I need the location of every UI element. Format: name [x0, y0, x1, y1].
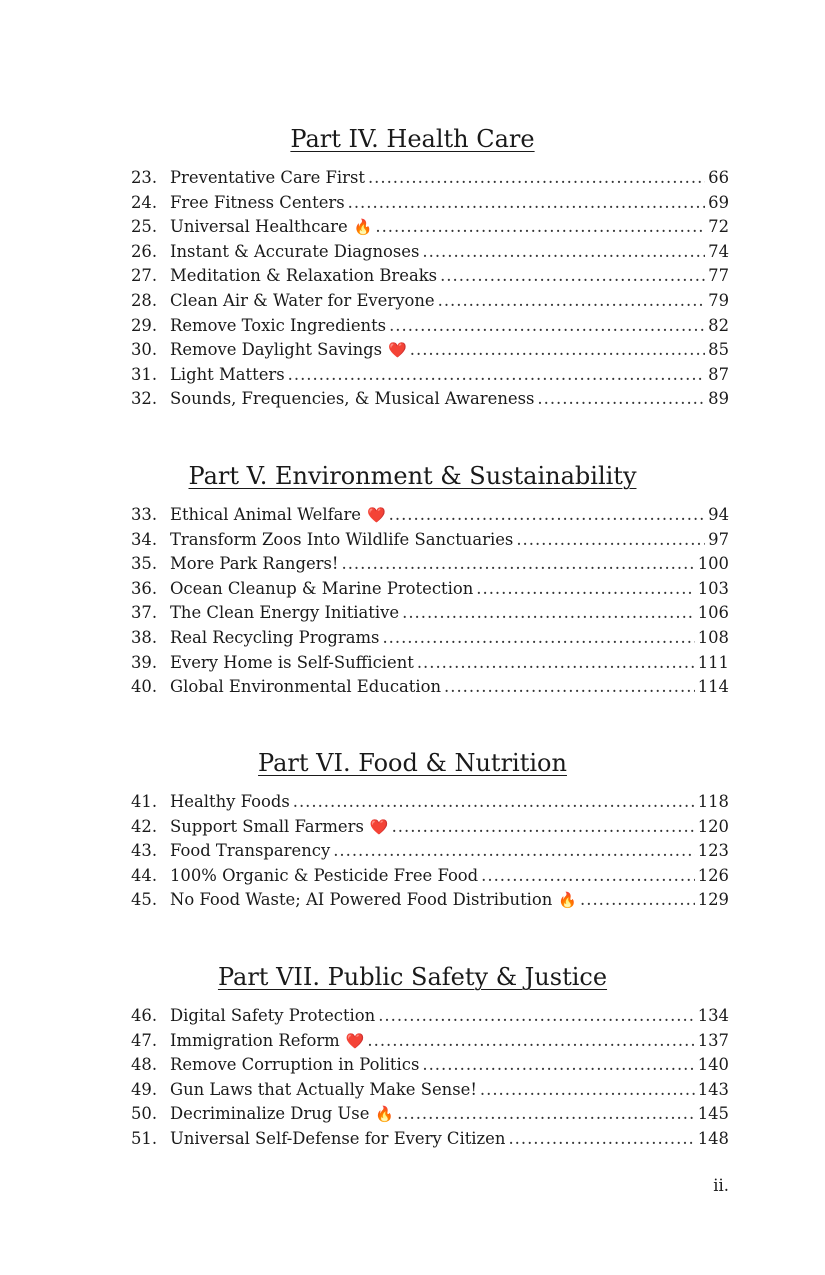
entry-page-number: 118 [697, 792, 729, 811]
entry-line [170, 677, 729, 696]
section-title[interactable]: Part V. Environment & Sustainability [188, 462, 637, 490]
dot-leader [368, 168, 705, 187]
entry-line [170, 841, 729, 860]
toc-entry[interactable] [0, 1104, 825, 1129]
entry-page-number: 106 [697, 603, 729, 623]
entry-number: 23. [131, 168, 158, 187]
entry-title[interactable]: More Park Rangers! [170, 554, 339, 574]
entry-title[interactable]: 100% Organic & Pesticide Free Food [170, 865, 479, 885]
section-title[interactable]: Part VII. Public Safety & Justice [217, 963, 608, 991]
entry-title[interactable]: Decriminalize Drug Use [170, 1104, 370, 1124]
dot-leader [389, 505, 705, 524]
entry-title[interactable]: Ocean Cleanup & Marine Protection [170, 578, 474, 598]
toc-entry[interactable] [0, 242, 825, 267]
entry-line [170, 168, 729, 187]
entry-number: 43. [131, 841, 158, 861]
entry-line [170, 603, 729, 622]
entry-line [170, 530, 729, 549]
section-health-care [0, 122, 825, 414]
fire-icon: 🔥 [558, 891, 578, 910]
entry-line [170, 890, 729, 909]
entry-number: 47. [131, 1030, 158, 1050]
entry-line [170, 653, 729, 672]
toc-entry[interactable] [0, 389, 825, 414]
entry-title[interactable]: The Clean Energy Initiative [170, 603, 400, 623]
toc-entry[interactable] [0, 866, 825, 891]
toc-list [0, 792, 825, 915]
entry-page-number: 108 [697, 627, 729, 647]
dot-leader [580, 890, 695, 909]
entry-page-number: 87 [708, 364, 729, 384]
entry-title[interactable]: Real Recycling Programs [170, 627, 380, 647]
entry-line [170, 1055, 729, 1074]
entry-title[interactable]: Instant & Accurate Diagnoses [170, 241, 420, 261]
dot-leader [288, 365, 705, 384]
entry-number: 34. [131, 529, 158, 549]
dot-leader [333, 841, 694, 860]
entry-number: 39. [131, 652, 158, 672]
entry-page-number: 137 [697, 1030, 729, 1050]
entry-page-number: 72 [708, 217, 729, 237]
entry-page-number: 148 [697, 1128, 729, 1148]
entry-page-number: 82 [708, 315, 729, 335]
dot-leader [389, 316, 705, 335]
toc-list [0, 168, 825, 414]
toc-entry[interactable] [0, 193, 825, 218]
entry-number: 50. [131, 1104, 158, 1124]
entry-title[interactable]: Universal Healthcare [170, 217, 348, 237]
entry-line [170, 242, 729, 261]
dot-leader [392, 817, 695, 836]
dot-leader [348, 193, 706, 212]
entry-line [170, 628, 729, 647]
entry-number: 36. [131, 578, 158, 598]
entry-page-number: 97 [708, 529, 729, 549]
entry-number: 29. [131, 315, 158, 335]
dot-leader [422, 242, 705, 261]
page-number: ii. [713, 1176, 729, 1195]
entry-number: 44. [131, 865, 158, 885]
entry-page-number: 129 [697, 890, 729, 910]
dot-leader [397, 1104, 695, 1123]
entry-title[interactable]: Free Fitness Centers [170, 192, 345, 212]
entry-line [170, 554, 729, 573]
entry-line [170, 1129, 729, 1148]
section-title[interactable]: Part VI. Food & Nutrition [258, 749, 567, 777]
dot-leader [417, 653, 695, 672]
entry-line [170, 193, 729, 212]
entry-line [170, 792, 729, 811]
toc-entry[interactable] [0, 817, 825, 842]
dot-leader [382, 628, 694, 647]
dot-leader [480, 1080, 695, 1099]
entry-line [170, 817, 729, 836]
dot-leader [402, 603, 695, 622]
dot-leader [375, 217, 705, 236]
entry-line [170, 866, 729, 885]
entry-line [170, 365, 729, 384]
entry-number: 48. [131, 1055, 158, 1075]
entry-title[interactable]: Preventative Care First [170, 168, 365, 187]
toc-entry[interactable] [0, 677, 825, 702]
toc-entry[interactable] [0, 628, 825, 653]
toc-entry[interactable] [0, 365, 825, 390]
toc-list [0, 505, 825, 702]
entry-title[interactable]: Light Matters [170, 364, 285, 384]
toc-entry[interactable] [0, 653, 825, 678]
entry-number: 40. [131, 677, 158, 697]
entry-line [170, 340, 729, 359]
toc-entry[interactable] [0, 1129, 825, 1154]
dot-leader [440, 266, 705, 285]
entry-page-number: 140 [697, 1055, 729, 1075]
section-food [0, 746, 825, 915]
toc-entry[interactable] [0, 890, 825, 915]
section-public-safety [0, 960, 825, 1154]
entry-title[interactable]: Universal Self-Defense for Every Citizen [170, 1128, 506, 1148]
entry-number: 30. [131, 340, 158, 360]
entry-page-number: 74 [708, 241, 729, 261]
entry-line [170, 291, 729, 310]
entry-title[interactable]: Food Transparency [170, 841, 331, 861]
entry-line [170, 1104, 729, 1123]
entry-title[interactable]: Remove Toxic Ingredients [170, 315, 387, 335]
entry-page-number: 100 [697, 554, 729, 574]
toc-entry[interactable] [0, 340, 825, 365]
toc-entry[interactable] [0, 1055, 825, 1080]
dot-leader [367, 1031, 694, 1050]
entry-number: 51. [131, 1128, 158, 1148]
entry-title[interactable]: Transform Zoos Into Wildlife Sanctuaries [170, 529, 514, 549]
dot-leader [444, 677, 695, 696]
dot-leader [410, 340, 705, 359]
dot-leader [422, 1055, 694, 1074]
toc-entry[interactable] [0, 841, 825, 866]
entry-title[interactable]: Every Home is Self-Sufficient [170, 652, 414, 672]
entry-line [170, 1031, 729, 1050]
entry-page-number: 103 [697, 578, 729, 598]
entry-page-number: 94 [708, 505, 729, 524]
entry-page-number: 85 [708, 340, 729, 360]
fire-icon: 🔥 [353, 218, 373, 237]
entry-title[interactable]: Meditation & Relaxation Breaks [170, 266, 438, 286]
entry-number: 49. [131, 1079, 158, 1099]
entry-number: 41. [131, 792, 158, 811]
entry-number: 31. [131, 364, 158, 384]
entry-page-number: 134 [697, 1006, 729, 1025]
entry-page-number: 69 [708, 192, 729, 212]
entry-title[interactable]: No Food Waste; AI Powered Food Distribution [170, 890, 553, 910]
entry-page-number: 77 [708, 266, 729, 286]
entry-title[interactable]: Sounds, Frequencies, & Musical Awareness [170, 389, 535, 409]
entry-page-number: 111 [697, 652, 729, 672]
entry-number: 38. [131, 627, 158, 647]
entry-number: 45. [131, 890, 158, 910]
toc-entry[interactable] [0, 1080, 825, 1105]
section-title[interactable]: Part IV. Health Care [290, 125, 535, 153]
entry-line [170, 1080, 729, 1099]
toc-entry[interactable] [0, 579, 825, 604]
entry-title[interactable]: Remove Daylight Savings [170, 340, 383, 360]
toc-entry[interactable] [0, 1031, 825, 1056]
toc-entry[interactable] [0, 217, 825, 242]
entry-page-number: 79 [708, 290, 729, 310]
entry-page-number: 114 [697, 677, 729, 697]
entry-page-number: 66 [708, 168, 729, 187]
heart-icon: ❤️ [388, 341, 407, 360]
entry-title[interactable]: Support Small Farmers [170, 816, 364, 836]
dot-leader [516, 530, 705, 549]
dot-leader [481, 866, 695, 885]
fire-icon: 🔥 [375, 1105, 395, 1124]
dot-leader [438, 291, 706, 310]
entry-line [170, 389, 729, 408]
toc-entry[interactable] [0, 1006, 825, 1031]
entry-line [170, 316, 729, 335]
entry-number: 35. [131, 554, 158, 574]
entry-line [170, 579, 729, 598]
entry-page-number: 123 [697, 841, 729, 861]
entry-title[interactable]: Gun Laws that Actually Make Sense! [170, 1079, 477, 1099]
toc-entry[interactable] [0, 291, 825, 316]
heart-icon: ❤️ [369, 817, 389, 836]
entry-page-number: 89 [708, 389, 729, 409]
entry-line [170, 1006, 729, 1025]
toc-entry[interactable] [0, 505, 825, 530]
entry-number: 25. [131, 217, 158, 237]
toc-entry[interactable] [0, 530, 825, 555]
entry-number: 27. [131, 266, 158, 286]
entry-number: 24. [131, 192, 158, 212]
entry-line [170, 505, 729, 524]
toc-entry[interactable] [0, 554, 825, 579]
toc-entry[interactable] [0, 266, 825, 291]
toc-entry[interactable] [0, 316, 825, 341]
toc-entry[interactable] [0, 168, 825, 193]
dot-leader [508, 1129, 694, 1148]
dot-leader [537, 389, 705, 408]
entry-title[interactable]: Remove Corruption in Politics [170, 1055, 420, 1075]
entry-number: 32. [131, 389, 158, 409]
heart-icon: ❤️ [345, 1031, 365, 1050]
dot-leader [378, 1006, 695, 1025]
entry-title[interactable]: Ethical Animal Welfare [170, 505, 361, 524]
dot-leader [293, 792, 695, 811]
entry-title[interactable]: Digital Safety Protection [170, 1006, 376, 1025]
entry-number: 33. [131, 505, 158, 524]
dot-leader [342, 554, 695, 573]
entry-page-number: 126 [697, 865, 729, 885]
toc-entry[interactable] [0, 792, 825, 817]
toc-list [0, 1006, 825, 1154]
entry-title[interactable]: Global Environmental Education [170, 677, 442, 697]
section-environment [0, 459, 825, 702]
entry-title[interactable]: Immigration Reform [170, 1030, 340, 1050]
toc-entry[interactable] [0, 603, 825, 628]
entry-number: 37. [131, 603, 158, 623]
entry-line [170, 217, 729, 236]
entry-title[interactable]: Healthy Foods [170, 792, 290, 811]
heart-icon: ❤️ [366, 506, 386, 524]
entry-number: 28. [131, 290, 158, 310]
entry-title[interactable]: Clean Air & Water for Everyone [170, 290, 435, 310]
entry-number: 46. [131, 1006, 158, 1025]
entry-page-number: 143 [697, 1079, 729, 1099]
entry-line [170, 266, 729, 285]
entry-number: 42. [131, 816, 158, 836]
entry-page-number: 145 [697, 1104, 729, 1124]
entry-page-number: 120 [697, 816, 729, 836]
dot-leader [476, 579, 694, 598]
entry-number: 26. [131, 241, 158, 261]
